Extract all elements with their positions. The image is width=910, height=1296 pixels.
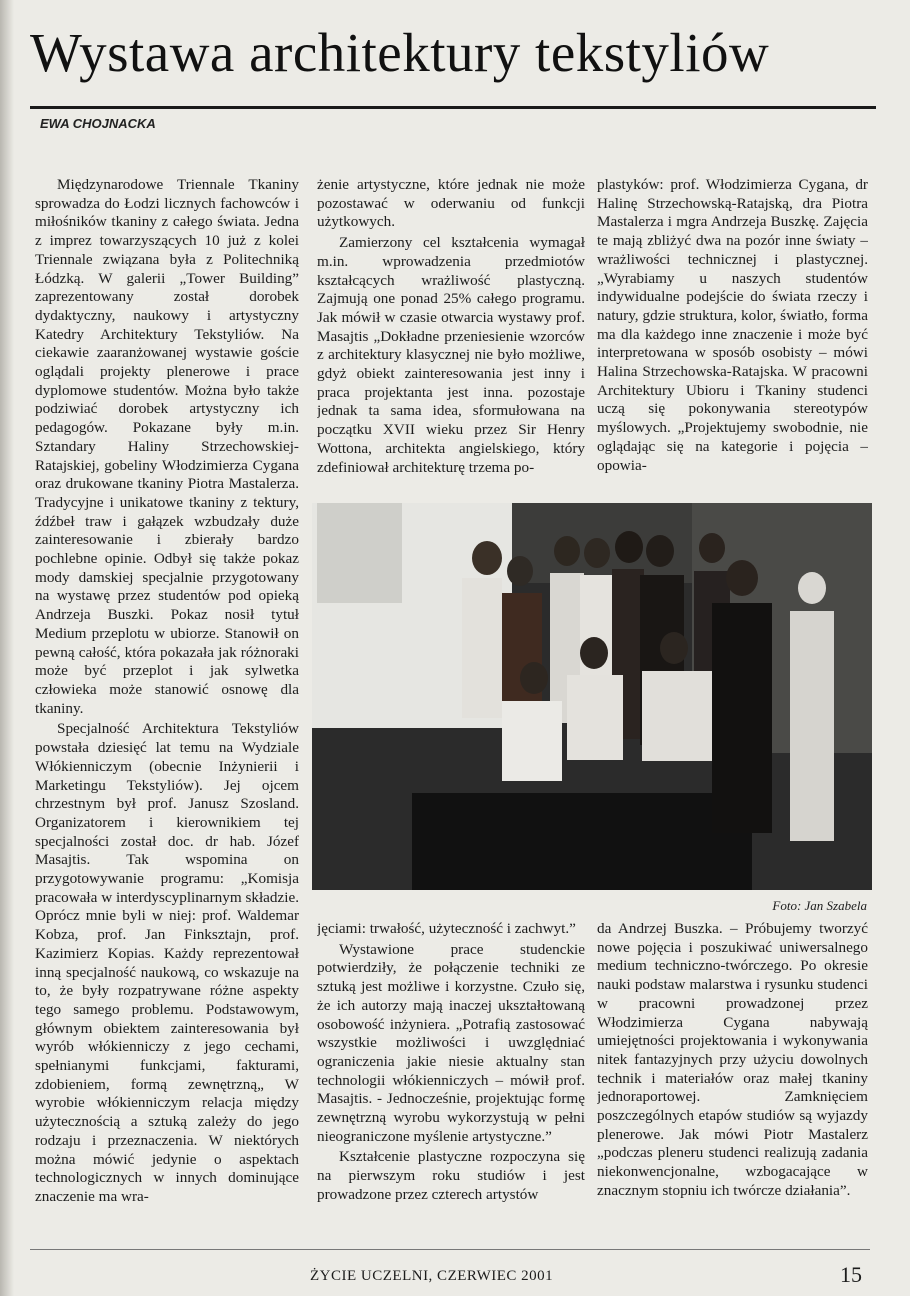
text-column-2-bottom bbox=[317, 920, 585, 1235]
photo-illustration bbox=[312, 503, 872, 890]
paragraph: da Andrzej Buszka. – Próbujemy tworzyć nowe pojęcia i poszukiwać uniwersalnego medium techniczno-twórczego. Po okresie nauki podstaw malarstwa i rysunku studenci w pracowni prowadzonej przez Włodzimierza Cygana nabywają umiejętności projektowania i wykonywania nitek fantazyjnych przy użyciu dowolnych technik i materiałów oraz małej tkaniny jednoraportowej. Zamknięciem poszczególnych etapów studiów są wyjazdy plenerowe. Jak mówi Piotr Mastalerz „podczas pleneru studenci realizują zadania niekonwencjonalne, wzbogacające w znacznym stopniu ich twórcze działania”. bbox=[597, 920, 868, 1199]
fashion-show-photo bbox=[312, 503, 872, 890]
paragraph: żenie artystyczne, które jednak nie może pozostawać w oderwaniu od funkcji użytkowych. bbox=[317, 176, 585, 231]
page-binding-shadow bbox=[0, 0, 14, 1296]
paragraph: Kształcenie plastyczne rozpoczyna się na pierwszym roku studiów i jest prowadzone przez czterech artystów bbox=[317, 1148, 585, 1203]
paragraph: plastyków: prof. Włodzimierza Cygana, dr Halinę Strzechowską-Ratajską, dra Piotra Mastalerza i mgra Andrzeja Buszkę. Zajęcia te mają zbliżyć dwa na pozór inne światy – wrażliwości technicznej i plastycznej. „Wyrabiamy u naszych studentów indywidualne podejście do świata rzeczy i natury, gdzie struktura, kolor, światło, forma ma dla każdego inne znaczenie i może być interpretowana w sposób osobisty – mówi Halina Strzechowska-Ratajska. W pracowni Architektury Ubioru i Tkaniny studenci uczą się pokonywania stereotypów myślowych. „Projektujemy swobodnie, nie oglądając się na kategorie i pojęcia – opowia- bbox=[597, 176, 868, 474]
article-title: Wystawa architektury tekstyliów bbox=[30, 22, 770, 83]
paragraph: Międzynarodowe Triennale Tkaniny sprowadza do Łodzi licznych fachowców i miłośników tkaniny z całego świata. Jedna z imprez towarzyszących 10 już z kolei Triennale związana była z Politechniką Łódzką. W galerii „Tower Building” zaprezentowany został dorobek dydaktyczny, naukowy i artystyczny Katedry Architektury Tekstyliów. Na ciekawie zaaranżowanej wystawie goście oglądali projekty plenerowe i prace dyplomowe studentów. Można było także podziwiać dorobek artystyczny ich pedagogów. Pokazane były m.in. Sztandary Haliny Strzechowskiej-Ratajskiej, gobeliny Włodzimierza Cygana oraz drukowane tkaniny Piotra Mastalerza. Tradycyjne i unikatowe tkaniny z tektury, źdźbeł traw i gałązek wzbudzały duże zainteresowanie i zbierały bardzo pochlebne opinie. Odbył się także pokaz mody damskiej specjalnie przygotowany na wystawę przez studentów pod opieką Andrzeja Buszki. Pokaz nosił tytuł Medium przeplotu w ubiorze. Stanowił on pewną całość, która pokazała jak różnoraki może być przeplot i jak sylwetka człowieka może stanowić osnowę dla tkaniny. bbox=[35, 176, 299, 717]
text-column-3-top bbox=[597, 176, 868, 488]
photo-caption: Foto: Jan Szabela bbox=[772, 898, 867, 913]
text-column-3-bottom bbox=[597, 920, 868, 1235]
title-rule bbox=[30, 106, 876, 109]
paragraph: Wystawione prace studenckie potwierdziły, że połączenie techniki ze sztuką jest możliwe i korzystne. Czuło się, że ich autorzy mają inaczej ukształtowaną osobowość inżyniera. „Potrafią zastosować wszystkie możliwości i uwzględniać ograniczenia jakie niesie aktualny stan technologii włókienniczych – mówił prof. Masajtis. - Jednocześnie, projektując formę zewnętrzną wyrobu wykorzystują w pełni nieograniczone myślenie artystyczne.” bbox=[317, 940, 585, 1145]
paragraph: jęciami: trwałość, użyteczność i zachwyt.” bbox=[317, 920, 576, 937]
paragraph: Specjalność Architektura Tekstyliów powstała dziesięć lat temu na Wydziale Włókienniczym (obecnie Inżynierii i Marketingu Tekstyliów). Jej ojcem chrzestnym był prof. Janusz Szosland. Organizatorem i kierownikiem tej specjalności został doc. dr hab. Józef Masajtis. Tak wspomina on przygotowywanie programu: „Komisja pracowała w interdyscyplinarnym składzie. Oprócz mnie byli w niej: prof. Waldemar Kobza, prof. Jan Finksztajn, prof. Kazimierz Kopias. Każdy reprezentował inną specjalność naukową, co wskazuje na to, że były rozpatrywane różne aspekty tego samego problemu. Podstawowym, głównym obiektem zainteresowania był wyrób włókienniczy z jego cechami, spełnianymi funkcjami, fakturami, zdobieniem, formą zewnętrzną„ W wyrobie włókienniczym relacja między użytecznością a sztuką zależy do jego rodzaju i przeznaczenia. W niektórych można mówić jedynie o aspektach technologicznych w innych dominujące znaczenie ma wra- bbox=[35, 720, 299, 1205]
publication-footer: ŻYCIE UCZELNI, CZERWIEC 2001 bbox=[310, 1268, 554, 1284]
paragraph: Zamierzony cel kształcenia wymagał m.in. wprowadzenia przedmiotów kształcących wrażliwość plastyczną. Zajmują one ponad 25% całego programu. Jak mówił w czasie otwarcia wystawy prof. Masajtis „Dokładne przeniesienie wzorców z architektury klasycznej nie było możliwe, gdyż obiekt zainteresowania jest inny i praca projektanta jest inna. pozostaje jednak ta sama idea, sformułowana na początku XVII wieku przez Sir Henry Wottona, architekta angielskiego, który zdefiniował architekturę trzema po- bbox=[317, 234, 585, 476]
footer-rule bbox=[30, 1249, 870, 1250]
page-number: 15 bbox=[840, 1262, 862, 1287]
article-author: EWA CHOJNACKA bbox=[40, 116, 156, 131]
text-column-1 bbox=[35, 176, 299, 1232]
text-column-2-top bbox=[317, 176, 585, 488]
